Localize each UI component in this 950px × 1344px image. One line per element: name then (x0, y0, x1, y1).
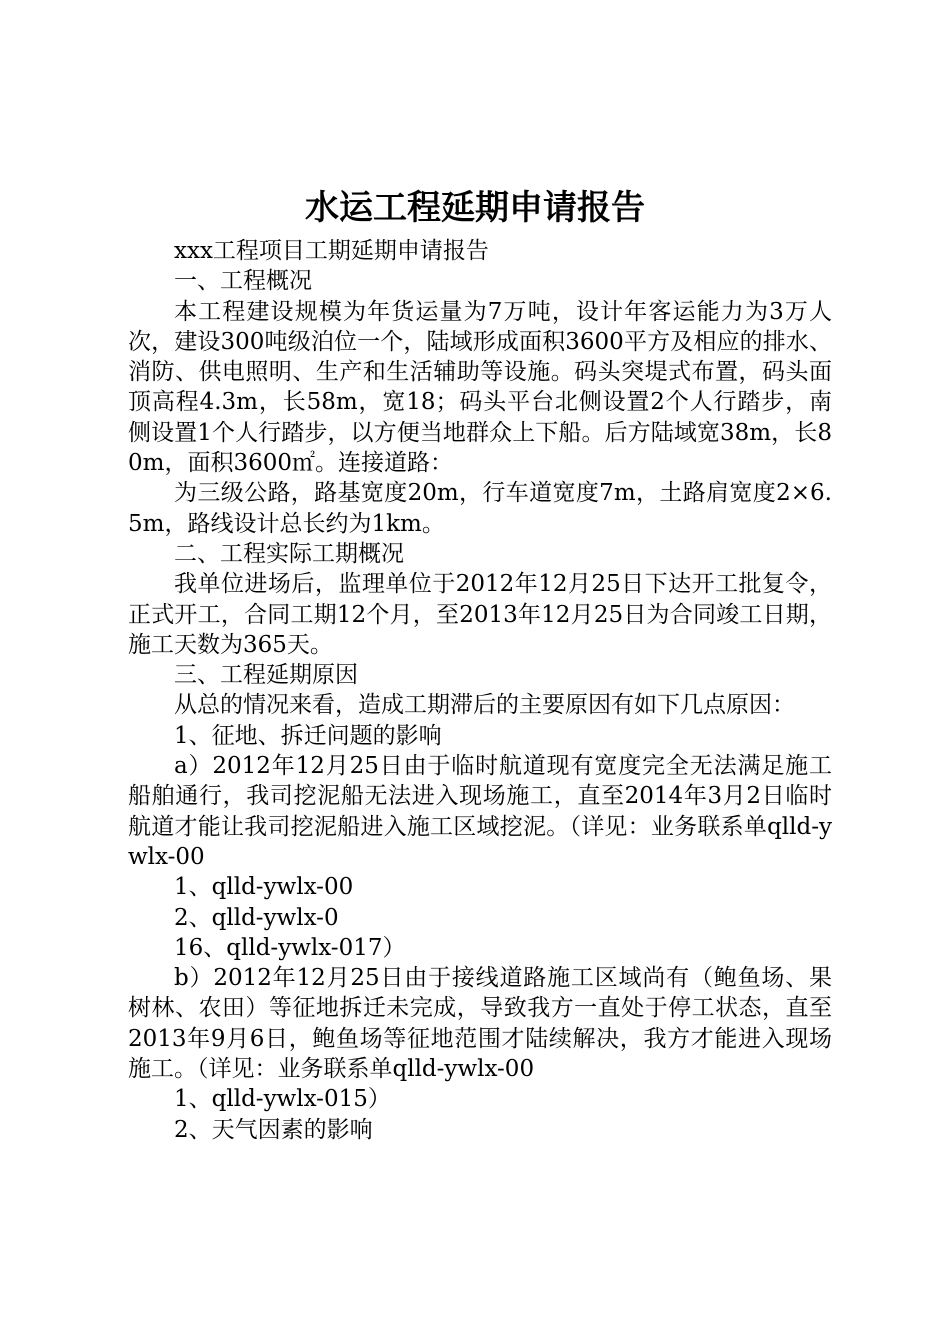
reference-line-1: 1、qlld-ywlx-00 (174, 874, 354, 901)
reference-line-3: 16、qlld-ywlx-017） (174, 934, 406, 961)
section-heading-overview: 一、工程概况 (174, 268, 312, 295)
paragraph-item-a: a）2012年12月25日由于临时航道现有宽度完全无法满足施工船舶通行，我司挖泥船无法进入现场施工，直至2014年3月2日临时航道才能让我司挖泥船进入施工区域挖泥。（详见：业务联系单qlld-ywlx-00 (128, 753, 832, 870)
document-body (128, 236, 832, 1145)
reference-line-2: 2、qlld-ywlx-0 (174, 904, 339, 931)
list-item-weather: 2、天气因素的影响 (174, 1116, 373, 1143)
paragraph-road: 为三级公路，路基宽度20m，行车道宽度7m，土路肩宽度2×6.5m，路线设计总长约为1km。 (128, 480, 832, 537)
report-subtitle: xxx工程项目工期延期申请报告 (174, 238, 489, 264)
paragraph-overview: 本工程建设规模为年货运量为7万吨，设计年客运能力为3万人次，建设300吨级泊位一个，陆域形成面积3600平方及相应的排水、消防、供电照明、生产和生活辅助等设施。码头突堤式布置，码头面顶高程4.3m，长58m，宽18；码头平台北侧设置2个人行踏步，南侧设置1个人行踏步，以方便当地群众上下船。后方陆域宽38m，长80m，面积3600㎡。连接道路： (128, 298, 832, 477)
paragraph-delay-summary: 从总的情况来看，造成工期滞后的主要原因有如下几点原因： (174, 692, 795, 719)
section-heading-delay-reasons: 三、工程延期原因 (174, 662, 358, 689)
list-item-land-acquisition: 1、征地、拆迁问题的影响 (174, 722, 442, 749)
reference-line-4: 1、qlld-ywlx-015） (174, 1086, 391, 1113)
paragraph-item-b: b）2012年12月25日由于接线道路施工区域尚有（鲍鱼场、果树林、农田）等征地拆迁未完成，导致我方一直处于停工状态，直至2013年9月6日，鲍鱼场等征地范围才陆续解决，我方才能进入现场施工。（详见：业务联系单qlld-ywlx-00 (128, 965, 832, 1083)
paragraph-actual-period: 我单位进场后，监理单位于2012年12月25日下达开工批复令，正式开工，合同工期12个月，至2013年12月25日为合同竣工日期，施工天数为365天。 (128, 571, 832, 658)
section-heading-actual-period: 二、工程实际工期概况 (174, 540, 404, 567)
document-title: 水运工程延期申请报告 (305, 188, 645, 228)
